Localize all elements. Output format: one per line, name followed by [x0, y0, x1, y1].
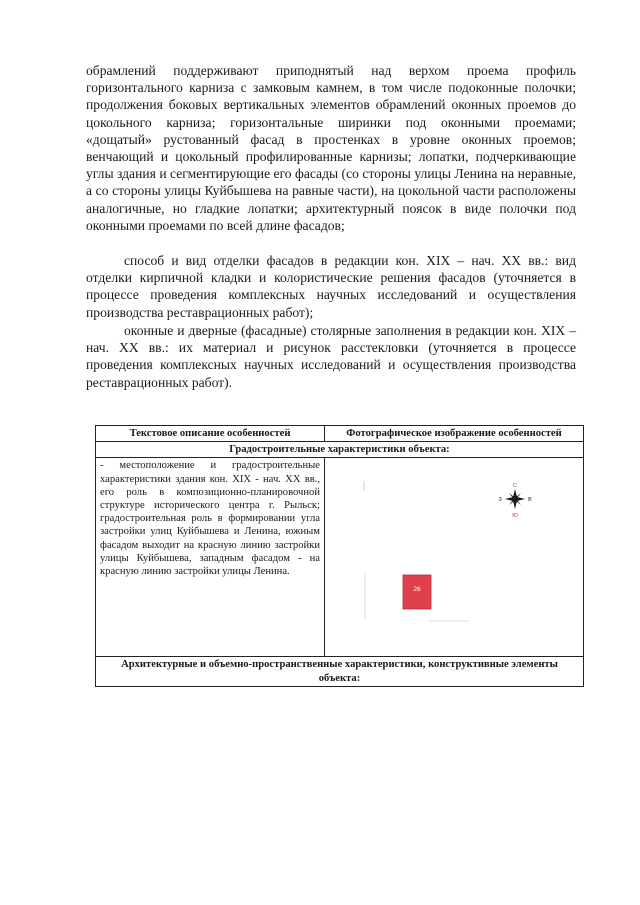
section-title-urban: Градостроительные характеристики объекта:	[96, 442, 584, 458]
features-table	[95, 425, 584, 687]
section-row-architecture	[96, 657, 584, 686]
paragraph-window-door-fillings: оконные и дверные (фасадные) столярные заполнения в редакции кон. XIX – нач. XX вв.: их материал и рисунок расстекловки (уточняется в процессе проведения комплексных научных исследований и осуществления производства реставрационных работ).	[86, 323, 576, 390]
building-marker	[403, 575, 431, 609]
section-row-urban	[96, 442, 584, 458]
paragraph-facade-finish: способ и вид отделки фасадов в редакции кон. XIX – нач. XX вв.: вид отделки кирпичной кладки и колористические решения фасадов (уточняется в процессе проведения комплексных научных исследований и осуществления производства реставрационных работ);	[86, 253, 576, 320]
table-row	[96, 458, 584, 657]
building-number: 26	[413, 586, 421, 594]
paragraph-window-frames: обрамлений поддерживают приподнятый над верхом проема профиль горизонтального карниза с замковым камнем, в том числе подоконные полочки; продолжения боковых вертикальных элементов обрамлений оконных проемов до цокольного карниза; горизонтальные ширинки под оконными проемами; «дощатый» рустованный фасад в простенках в уровне оконных проемов; венчающий и цокольный профилированные карнизы; лопатки, подчеркивающие углы здания и сегментирующие его фасады (со стороны улицы Ленина на неравные, а со стороны улицы Куйбышева на равные части), на цокольной части расположены аналогичные, но гладкие лопатки; архитектурный поясок в виде полочки под оконными проемами по всей длине фасадов;	[86, 63, 576, 233]
compass-rose-icon	[498, 483, 532, 519]
header-text-description: Текстовое описание особенностей	[96, 426, 325, 442]
site-plan-map	[329, 459, 597, 655]
description-cell: - местоположение и градостроительные характеристики здания кон. XIX - нач. XX вв., его роль в композиционно-планировочной структуре исторического центра г. Рыльск; градостроительная роль в формировании угла застройки улиц Куйбышева и Ленина, южным фасадом выходит на красную линию застройки улицы Куйбышева, западным фасадом - на красную линию застройки улицы Ленина.	[96, 458, 325, 657]
photo-cell	[325, 458, 584, 657]
compass-letter-east: В	[528, 497, 532, 504]
compass-letter-south: Ю	[512, 513, 518, 520]
compass-letter-north: С	[513, 483, 517, 490]
section-title-architecture: Архитектурные и объемно-пространственные характеристики, конструктивные элементы объекта:	[96, 657, 584, 686]
compass-letter-west: З	[498, 497, 502, 504]
table-header-row	[96, 426, 584, 442]
header-photo: Фотографическое изображение особенностей	[325, 426, 584, 442]
